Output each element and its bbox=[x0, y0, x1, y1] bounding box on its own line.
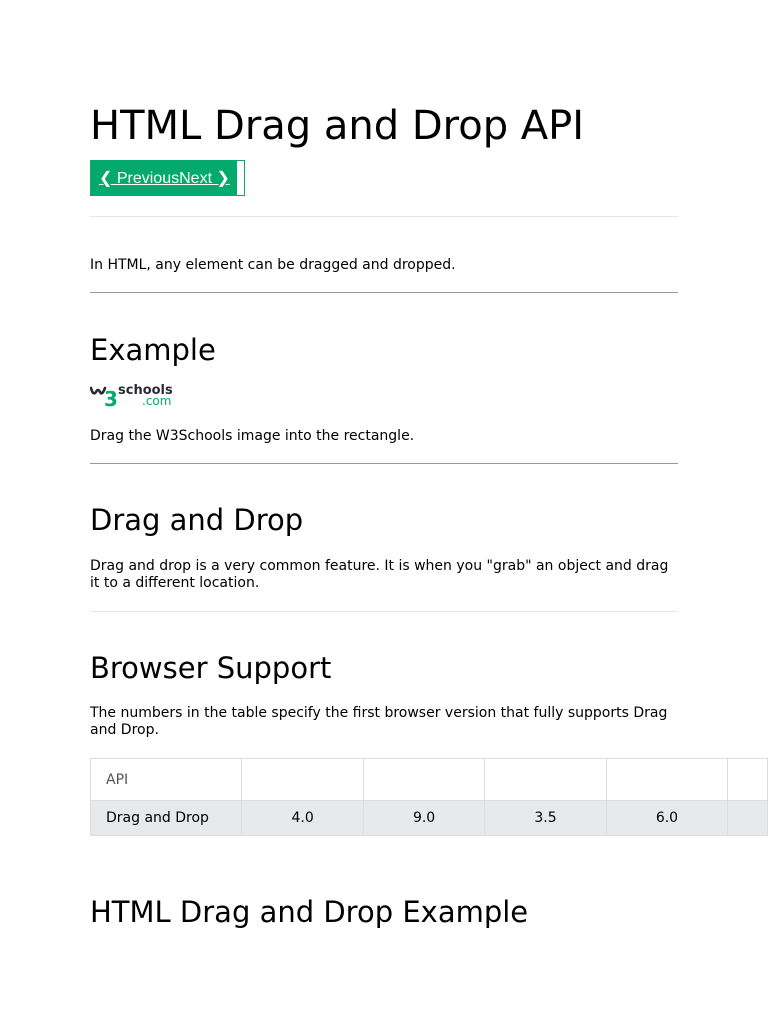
svg-text:.com: .com bbox=[142, 394, 172, 408]
table-cell: 9.0 bbox=[363, 801, 484, 836]
browser-support-text: The numbers in the table specify the first browser version that fully supports Drag and Drop. bbox=[90, 705, 668, 738]
table-cell: Drag and Drop bbox=[91, 801, 242, 836]
drag-and-drop-heading: Drag and Drop bbox=[90, 503, 304, 537]
example-heading: Example bbox=[90, 333, 216, 367]
browser-support-heading: Browser Support bbox=[90, 651, 332, 685]
table-cell: 6.0 bbox=[606, 801, 727, 836]
svg-text:3: 3 bbox=[104, 387, 118, 408]
table-header-cell: API bbox=[91, 759, 242, 801]
table-header-row bbox=[91, 759, 768, 801]
nav-edge bbox=[236, 161, 244, 195]
browser-support-table bbox=[90, 758, 768, 836]
browser-icon-cell bbox=[242, 759, 363, 801]
table-row bbox=[91, 801, 768, 836]
table-cell bbox=[728, 801, 768, 836]
divider bbox=[90, 463, 678, 464]
divider bbox=[90, 216, 678, 217]
intro-text: In HTML, any element can be dragged and dropped. bbox=[90, 257, 456, 273]
divider bbox=[90, 611, 678, 612]
page-title: HTML Drag and Drop API bbox=[90, 103, 585, 149]
browser-icon-cell bbox=[363, 759, 484, 801]
html-drag-drop-example-heading: HTML Drag and Drop Example bbox=[90, 895, 529, 929]
svg-text:schools: schools bbox=[118, 383, 173, 398]
divider bbox=[90, 292, 678, 293]
table-cell: 4.0 bbox=[242, 801, 363, 836]
browser-icon-cell bbox=[485, 759, 606, 801]
w3schools-logo[interactable] bbox=[90, 380, 174, 408]
browser-icon-cell bbox=[606, 759, 727, 801]
next-link[interactable]: Next ❯ bbox=[179, 170, 230, 187]
example-caption: Drag the W3Schools image into the rectangle. bbox=[90, 428, 415, 444]
previous-link[interactable]: ❮ Previous bbox=[99, 170, 180, 187]
prev-next-nav bbox=[90, 160, 245, 196]
drag-and-drop-text: Drag and drop is a very common feature. It is when you "grab" an object and drag it to a different location. bbox=[90, 558, 669, 591]
table-cell: 3.5 bbox=[485, 801, 606, 836]
browser-icon-cell bbox=[728, 759, 768, 801]
